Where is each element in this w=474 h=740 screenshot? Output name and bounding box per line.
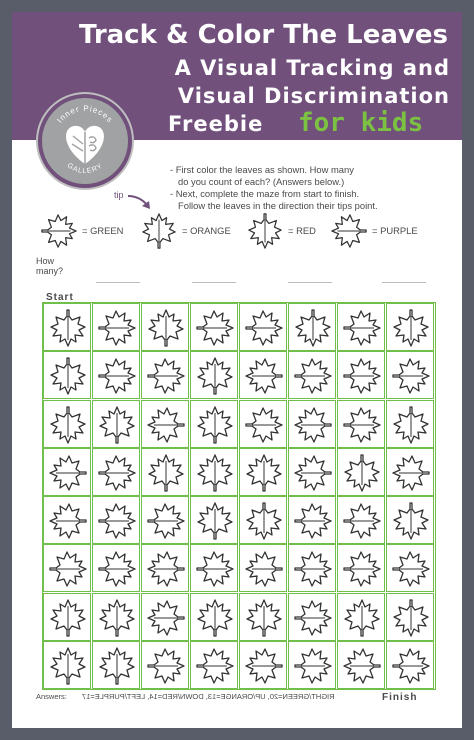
leaf-right-icon	[97, 356, 137, 396]
worksheet	[12, 12, 462, 728]
maze-cell[interactable]	[190, 400, 238, 448]
leaf-right-icon	[391, 549, 431, 589]
leaf-up-icon	[195, 356, 235, 396]
leaf-right-icon	[391, 646, 431, 686]
maze-cell[interactable]	[288, 641, 336, 689]
maze-finish-label: Finish	[382, 692, 418, 703]
leaf-right-icon	[342, 501, 382, 541]
leaf-left-icon	[48, 453, 88, 493]
leaf-down-icon	[293, 308, 333, 348]
maze-cell[interactable]	[141, 351, 189, 399]
leaf-up-icon	[140, 212, 178, 250]
key-label: = RED	[288, 225, 316, 236]
svg-text:Inner Pieces	[55, 104, 114, 125]
leaf-down-icon	[48, 405, 88, 445]
maze-start-label: Start	[46, 292, 74, 303]
title-line-2: A Visual Tracking and	[174, 56, 450, 80]
maze-cell[interactable]	[288, 351, 336, 399]
maze-cell[interactable]	[43, 400, 91, 448]
heart-icon	[66, 126, 104, 164]
maze-cell[interactable]	[43, 448, 91, 496]
leaf-right-icon	[293, 598, 333, 638]
leaf-up-icon	[48, 646, 88, 686]
leaf-left-icon	[146, 405, 186, 445]
maze-cell[interactable]	[190, 593, 238, 641]
leaf-up-icon	[97, 405, 137, 445]
maze-cell[interactable]	[92, 351, 140, 399]
leaf-right-icon	[244, 308, 284, 348]
logo-bottom-text: GALLERY	[65, 162, 105, 176]
maze-cell[interactable]	[92, 400, 140, 448]
maze-cell[interactable]	[190, 448, 238, 496]
title-accent: for kids	[298, 108, 424, 138]
leaf-right-icon	[48, 549, 88, 589]
tip-label: tip	[114, 190, 124, 200]
leaf-right-icon	[342, 405, 382, 445]
instruction-line-2: do you count of each? (Answers below.)	[178, 176, 345, 187]
maze-cell[interactable]	[239, 448, 287, 496]
maze-cell[interactable]	[43, 544, 91, 592]
leaf-up-icon	[97, 646, 137, 686]
maze-cell[interactable]	[190, 544, 238, 592]
leaf-down-icon	[391, 405, 431, 445]
how-many-line-1: How	[36, 256, 55, 266]
maze-cell[interactable]	[386, 544, 434, 592]
gallery-logo	[38, 94, 132, 188]
leaf-left-icon	[146, 598, 186, 638]
maze-cell[interactable]	[141, 400, 189, 448]
how-many-label	[36, 256, 63, 276]
maze-cell[interactable]	[337, 400, 385, 448]
leaf-right-icon	[342, 549, 382, 589]
count-blank-green[interactable]	[96, 282, 140, 283]
maze-cell[interactable]	[239, 351, 287, 399]
leaf-right-icon	[244, 405, 284, 445]
leaf-down-icon	[48, 356, 88, 396]
leaf-left-icon	[293, 405, 333, 445]
maze-cell[interactable]	[141, 448, 189, 496]
instruction-line-4: Follow the leaves in the direction their tips point.	[178, 200, 378, 211]
maze-cell[interactable]	[337, 351, 385, 399]
title-line-3: Visual Discrimination	[177, 84, 450, 108]
count-blank-red[interactable]	[288, 282, 332, 283]
svg-text:GALLERY	[66, 162, 104, 175]
maze-cell[interactable]	[386, 448, 434, 496]
maze-cell[interactable]	[141, 303, 189, 351]
maze-cell[interactable]	[141, 544, 189, 592]
leaf-right-icon	[146, 501, 186, 541]
leaf-right-icon	[293, 549, 333, 589]
leaf-left-icon	[244, 549, 284, 589]
instruction-line-3: - Next, complete the maze from start to finish.	[170, 188, 360, 199]
leaf-down-icon	[48, 308, 88, 348]
leaf-down-icon	[391, 308, 431, 348]
instructions	[170, 164, 378, 212]
leaf-down-icon	[391, 598, 431, 638]
tip-arrow-icon	[126, 192, 156, 212]
leaf-right-icon	[40, 212, 78, 250]
maze-cell[interactable]	[92, 544, 140, 592]
logo-top-text: Inner Pieces	[55, 103, 115, 125]
maze-cell[interactable]	[239, 641, 287, 689]
leaf-right-icon	[293, 646, 333, 686]
maze-cell[interactable]	[92, 641, 140, 689]
leaf-left-icon	[342, 646, 382, 686]
maze-cell[interactable]	[190, 496, 238, 544]
leaf-up-icon	[342, 598, 382, 638]
maze-cell[interactable]	[386, 641, 434, 689]
key-label: = PURPLE	[372, 225, 418, 236]
maze-cell[interactable]	[141, 641, 189, 689]
key-label: = GREEN	[82, 225, 124, 236]
leaf-down-icon	[342, 453, 382, 493]
maze-cell[interactable]	[141, 593, 189, 641]
maze-cell[interactable]	[190, 641, 238, 689]
leaf-down-icon	[391, 501, 431, 541]
leaf-right-icon	[391, 356, 431, 396]
maze-cell[interactable]	[337, 496, 385, 544]
leaf-up-icon	[244, 598, 284, 638]
maze-cell[interactable]	[386, 496, 434, 544]
count-blank-purple[interactable]	[382, 282, 426, 283]
maze-cell[interactable]	[239, 496, 287, 544]
maze-cell[interactable]	[288, 448, 336, 496]
leaf-up-icon	[195, 405, 235, 445]
leaf-right-icon	[195, 646, 235, 686]
leaf-right-icon	[97, 308, 137, 348]
leaf-right-icon	[146, 646, 186, 686]
maze-cell[interactable]	[239, 593, 287, 641]
maze-cell[interactable]	[386, 593, 434, 641]
how-many-line-2: many?	[36, 266, 64, 276]
maze-cell[interactable]	[92, 303, 140, 351]
leaf-right-icon	[195, 549, 235, 589]
maze-cell[interactable]	[43, 303, 91, 351]
leaf-left-icon	[244, 356, 284, 396]
maze-cell[interactable]	[43, 496, 91, 544]
leaf-up-icon	[48, 598, 88, 638]
maze-cell[interactable]	[239, 400, 287, 448]
leaf-up-icon	[97, 598, 137, 638]
key-label: = ORANGE	[182, 225, 231, 236]
leaf-down-icon	[244, 501, 284, 541]
maze-cell[interactable]	[43, 351, 91, 399]
leaf-down-icon	[246, 212, 284, 250]
maze-cell[interactable]	[190, 351, 238, 399]
title-line-4: Freebie	[168, 112, 264, 136]
maze-cell[interactable]	[43, 593, 91, 641]
maze-cell[interactable]	[92, 496, 140, 544]
answers-label: Answers:	[36, 692, 67, 701]
leaf-right-icon	[293, 501, 333, 541]
maze-cell[interactable]	[337, 303, 385, 351]
leaf-up-icon	[195, 501, 235, 541]
maze-cell[interactable]	[288, 303, 336, 351]
instruction-line-1: - First color the leaves as shown. How many	[170, 164, 354, 175]
maze-cell[interactable]	[288, 400, 336, 448]
leaf-left-icon	[391, 453, 431, 493]
maze-cell[interactable]	[288, 544, 336, 592]
leaf-right-icon	[342, 356, 382, 396]
maze-cell[interactable]	[386, 351, 434, 399]
maze-cell[interactable]	[239, 544, 287, 592]
leaf-right-icon	[97, 453, 137, 493]
leaf-maze-grid	[42, 302, 436, 690]
answers-text: RIGHT/GREEN=20, UP/ORANGE=13, DOWN/RED=14, LEFT/PURPLE=17	[82, 692, 335, 701]
leaf-up-icon	[195, 453, 235, 493]
leaf-right-icon	[97, 549, 137, 589]
maze-cell[interactable]	[337, 593, 385, 641]
leaf-right-icon	[195, 308, 235, 348]
maze-cell[interactable]	[288, 496, 336, 544]
maze-cell[interactable]	[337, 544, 385, 592]
maze-cell[interactable]	[239, 303, 287, 351]
leaf-up-icon	[146, 453, 186, 493]
leaf-up-icon	[244, 453, 284, 493]
maze-cell[interactable]	[92, 593, 140, 641]
maze-cell[interactable]	[386, 303, 434, 351]
leaf-up-icon	[195, 598, 235, 638]
maze-cell[interactable]	[288, 593, 336, 641]
maze-cell[interactable]	[92, 448, 140, 496]
count-blank-orange[interactable]	[192, 282, 236, 283]
leaf-right-icon	[293, 356, 333, 396]
title-line-1: Track & Color The Leaves	[78, 20, 448, 50]
maze-cell[interactable]	[337, 641, 385, 689]
maze-cell[interactable]	[141, 496, 189, 544]
leaf-left-icon	[330, 212, 368, 250]
maze-cell[interactable]	[190, 303, 238, 351]
maze-cell[interactable]	[43, 641, 91, 689]
leaf-left-icon	[146, 549, 186, 589]
maze-cell[interactable]	[386, 400, 434, 448]
leaf-right-icon	[146, 356, 186, 396]
leaf-left-icon	[293, 453, 333, 493]
leaf-right-icon	[97, 501, 137, 541]
leaf-right-icon	[342, 308, 382, 348]
maze-cell[interactable]	[337, 448, 385, 496]
leaf-up-icon	[146, 308, 186, 348]
leaf-left-icon	[48, 501, 88, 541]
leaf-left-icon	[244, 646, 284, 686]
